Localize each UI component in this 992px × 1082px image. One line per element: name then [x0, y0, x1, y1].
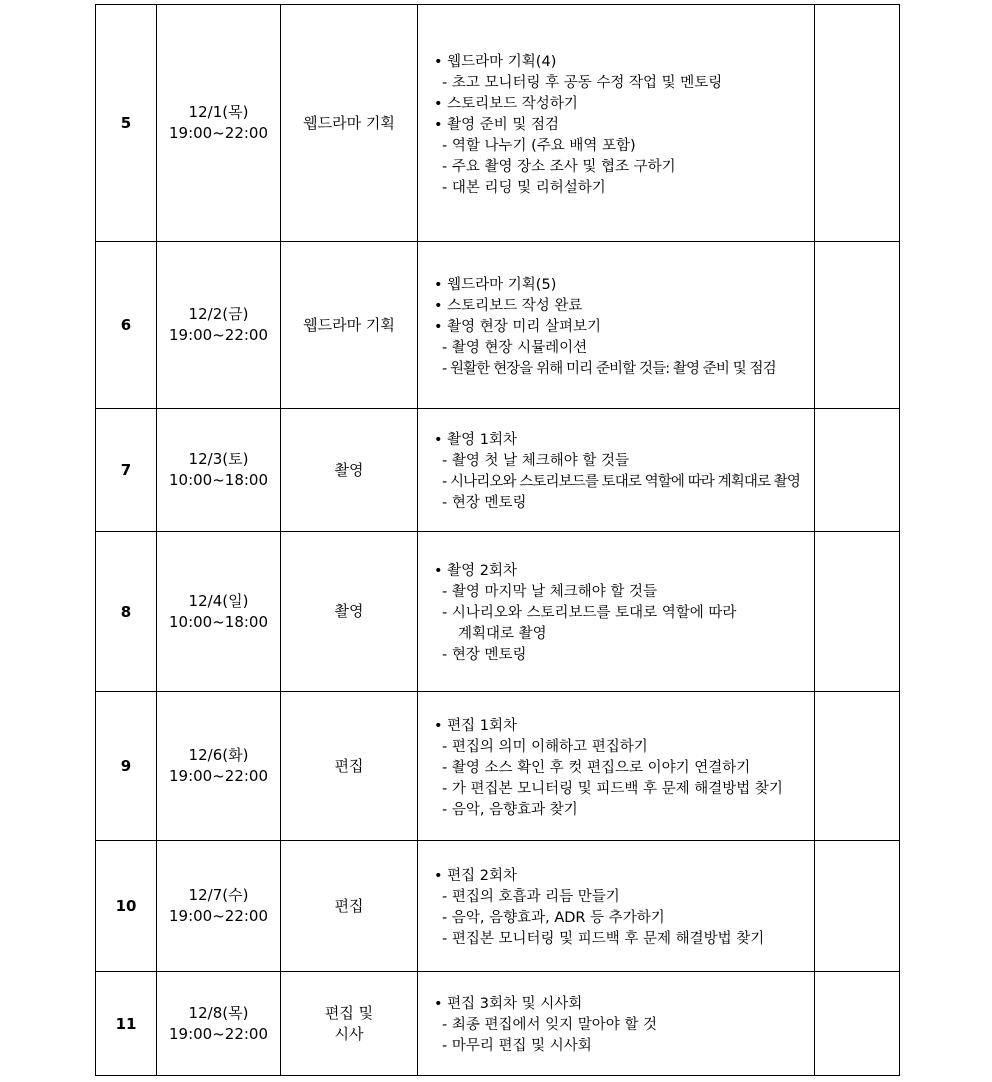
session-topic	[281, 242, 418, 409]
session-time: 19:00~22:00	[168, 326, 269, 344]
session-date: 12/6(화)	[188, 746, 249, 764]
content-bullet: • 촬영 1회차	[434, 432, 518, 448]
session-date: 12/7(수)	[188, 886, 249, 904]
session-content	[418, 532, 815, 692]
session-datetime	[157, 692, 281, 841]
session-time: 19:00~22:00	[168, 1024, 269, 1043]
session-date: 12/3(토)	[188, 450, 249, 468]
session-number: 8	[96, 532, 157, 692]
topic-label: 편집 및	[324, 1003, 374, 1022]
session-number: 11	[96, 972, 157, 1076]
schedule-row	[96, 242, 900, 409]
session-content	[418, 409, 815, 532]
session-note	[815, 5, 900, 242]
content-subitem: - 촬영 첫 날 체크해야 할 것들	[442, 453, 629, 469]
session-number: 5	[96, 5, 157, 242]
content-bullet: • 촬영 2회차	[434, 563, 518, 579]
content-subitem: - 편집의 의미 이해하고 편집하기	[442, 738, 648, 755]
content-subitem: - 최종 편집에서 잊지 말아야 할 것	[442, 1017, 657, 1033]
content-subitem: - 시나리오와 스토리보드를 토대로 역할에 따라	[442, 605, 737, 621]
content-subitem: - 현장 멘토링	[442, 647, 527, 663]
session-date: 12/1(목)	[188, 103, 249, 121]
content-subitem: - 원활한 현장을 위해 미리 준비할 것들: 촬영 준비 및 점검	[442, 360, 776, 377]
topic-label: 촬영	[334, 602, 364, 620]
session-number: 7	[96, 409, 157, 532]
session-number: 6	[96, 242, 157, 409]
topic-label: 시사	[334, 1024, 364, 1043]
content-bullet: • 편집 1회차	[434, 717, 518, 734]
session-note	[815, 692, 900, 841]
session-content	[418, 242, 815, 409]
session-datetime	[157, 841, 281, 972]
session-note	[815, 972, 900, 1076]
schedule-row	[96, 409, 900, 532]
session-content	[418, 841, 815, 972]
topic-label: 웹드라마 기획	[303, 315, 395, 334]
content-subitem: - 음악, 음향효과 찾기	[442, 801, 578, 818]
session-topic	[281, 841, 418, 972]
schedule-body	[96, 5, 900, 1076]
schedule-row	[96, 5, 900, 242]
session-time: 10:00~18:00	[168, 471, 269, 489]
schedule-row	[96, 841, 900, 972]
session-datetime	[157, 409, 281, 532]
content-subitem: - 역할 나누기 (주요 배역 포함)	[442, 137, 636, 154]
session-note	[815, 242, 900, 409]
schedule-row	[96, 972, 900, 1076]
content-bullet: • 웹드라마 기획(5)	[434, 276, 557, 293]
content-bullet: • 스토리보드 작성하기	[434, 95, 578, 112]
session-content	[418, 692, 815, 841]
session-topic	[281, 532, 418, 692]
session-content	[418, 972, 815, 1076]
content-subitem: - 음악, 음향효과, ADR 등 추가하기	[442, 910, 665, 926]
content-subitem: - 시나리오와 스토리보드를 토대로 역할에 따라 계획대로 촬영	[442, 474, 800, 490]
content-subitem: - 초고 모니터링 후 공동 수정 작업 및 멘토링	[442, 74, 723, 91]
session-note	[815, 409, 900, 532]
topic-label: 편집	[334, 896, 364, 915]
topic-label: 촬영	[334, 460, 364, 479]
content-bullet: • 스토리보드 작성 완료	[434, 297, 583, 314]
session-date: 12/8(목)	[188, 1003, 249, 1022]
session-date: 12/2(금)	[188, 305, 249, 323]
topic-label: 편집	[334, 756, 364, 775]
session-datetime	[157, 532, 281, 692]
schedule-table	[95, 4, 900, 1076]
session-time: 19:00~22:00	[168, 907, 269, 925]
session-note	[815, 841, 900, 972]
session-time: 19:00~22:00	[168, 767, 269, 785]
topic-label: 웹드라마 기획	[303, 113, 395, 132]
content-bullet: • 편집 2회차	[434, 868, 518, 884]
content-subitem: 계획대로 촬영	[458, 626, 547, 642]
schedule-row	[96, 692, 900, 841]
content-bullet: • 웹드라마 기획(4)	[434, 53, 557, 70]
session-datetime	[157, 242, 281, 409]
session-datetime	[157, 5, 281, 242]
content-subitem: - 편집본 모니터링 및 피드백 후 문제 해결방법 찾기	[442, 931, 765, 947]
content-subitem: - 촬영 마지막 날 체크해야 할 것들	[442, 584, 657, 600]
content-bullet: • 촬영 현장 미리 살펴보기	[434, 318, 602, 335]
session-topic	[281, 409, 418, 532]
session-note	[815, 532, 900, 692]
session-datetime	[157, 972, 281, 1076]
content-subitem: - 주요 촬영 장소 조사 및 협조 구하기	[442, 158, 676, 175]
content-bullet: • 편집 3회차 및 시사회	[434, 996, 583, 1012]
schedule-row	[96, 532, 900, 692]
content-subitem: - 가 편집본 모니터링 및 피드백 후 문제 해결방법 찾기	[442, 780, 783, 797]
session-number: 9	[96, 692, 157, 841]
session-time: 19:00~22:00	[168, 124, 269, 142]
content-subitem: - 대본 리딩 및 리허설하기	[442, 179, 606, 196]
session-topic	[281, 5, 418, 242]
content-subitem: - 편집의 호흡과 리듬 만들기	[442, 889, 620, 905]
content-bullet: • 촬영 준비 및 점검	[434, 116, 560, 133]
content-subitem: - 마무리 편집 및 시사회	[442, 1038, 592, 1054]
session-content	[418, 5, 815, 242]
session-topic	[281, 972, 418, 1076]
session-topic	[281, 692, 418, 841]
session-time: 10:00~18:00	[168, 612, 269, 631]
session-number: 10	[96, 841, 157, 972]
content-subitem: - 현장 멘토링	[442, 495, 527, 511]
content-subitem: - 촬영 현장 시뮬레이션	[442, 339, 588, 356]
content-subitem: - 촬영 소스 확인 후 컷 편집으로 이야기 연결하기	[442, 759, 751, 776]
session-date: 12/4(일)	[188, 591, 249, 610]
